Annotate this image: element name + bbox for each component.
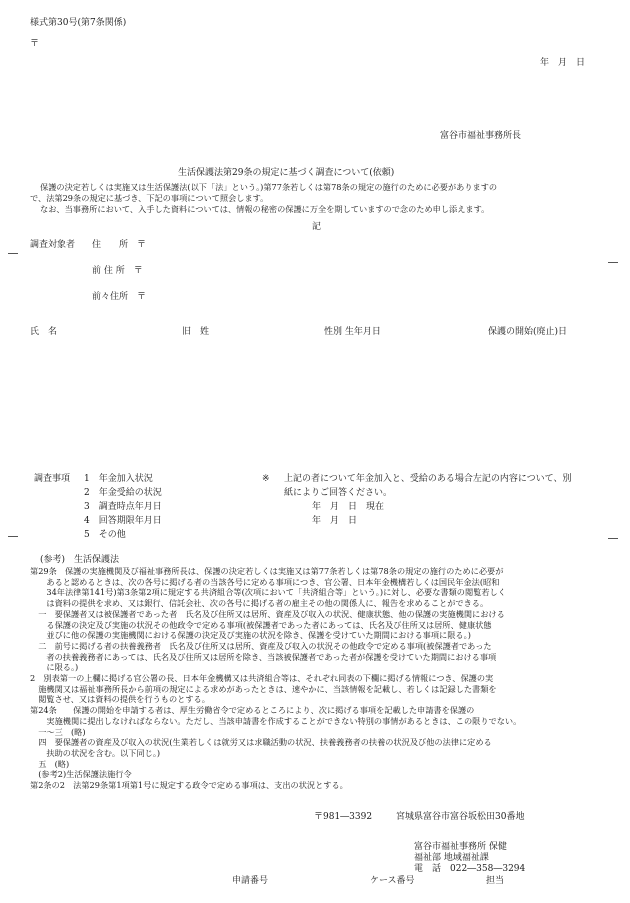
note-line-2: 紙によりご回答ください。 xyxy=(284,488,393,498)
ki-heading: 記 xyxy=(312,222,322,232)
margin-tick-right-1 xyxy=(608,262,618,263)
doc-title: 生活保護法第29条の規定に基づく調査について(依頼) xyxy=(178,168,395,178)
intro-line-1: 保護の決定若しくは実施又は生活保護法(以下「法」という。)第77条若しくは第78条の規定の施行のために必要がありますの xyxy=(40,182,498,192)
note-line-1: 上記の者について年金加入と、受給のある場合左記の内容について、別 xyxy=(284,474,572,484)
reference-line: に限る。) xyxy=(30,662,79,673)
survey-item-2: 2 年金受給の状況 xyxy=(84,488,162,498)
col-protection-start: 保護の開始(廃止)日 xyxy=(488,327,568,337)
reference-line: 五 (略) xyxy=(30,758,70,769)
reference-line: 四 要保護者の資産及び収入の状況(生業若しくは就労又は求職活動の状況、扶養義務者の扶養の状況及び他の法律に定める xyxy=(30,737,492,748)
reference-line: 2 別表第一の上欄に掲げる官公署の長、日本年金機構又は共済組合等は、それぞれ同表の下欄に掲げる情報につき、保護の実 xyxy=(30,673,494,683)
subject-label: 調査対象者 xyxy=(30,240,76,250)
note-mark: ※ xyxy=(262,474,270,484)
reference-line: 一 要保護者又は被保護者であった者 氏名及び住所又は居所、資産及び収入の状況、健康状態、他の保護の実施機関における xyxy=(30,608,505,619)
footer-application-no: 申請番号 xyxy=(232,876,269,886)
reference-line: 実施機関に提出しなければならない。ただし、当該申請書を作成することができない特別の事情があるときは、この限りでない。 xyxy=(30,715,522,726)
survey-label: 調査事項 xyxy=(34,474,71,484)
subject-address: 住 所 〒 xyxy=(92,240,147,250)
survey-item-4: 4 回答期限年月日 xyxy=(84,516,162,526)
reference-line: 第2条の2 法第29条第1項第1号に規定する政令で定める事項は、支出の状況とする。 xyxy=(30,780,348,790)
reference-line: (参考2)生活保護法施行令 xyxy=(30,769,132,780)
subject-prev-prev-address: 前々住所 〒 xyxy=(92,292,147,302)
office-name-1: 富谷市福祉事務所 保健 xyxy=(414,842,507,852)
form-number: 様式第30号(第7条関係) xyxy=(30,18,127,28)
reference-line: 扶助の状況を含む。以下同じ。) xyxy=(30,747,161,758)
office-tel: 電 話 022―358―3294 xyxy=(414,864,526,874)
survey-item-3: 3 調査時点年月日 xyxy=(84,502,162,512)
sender: 富谷市福祉事務所長 xyxy=(440,131,522,141)
margin-tick-right-2 xyxy=(608,538,618,539)
office-address: 宮城県富谷市富谷坂松田30番地 xyxy=(396,812,525,822)
reference-line: 並びに他の保護の実施機関における保護の決定及び実施の状況を除き、保護を受けていた期間における事項に限る。) xyxy=(30,630,471,641)
col-name: 氏 名 xyxy=(30,327,58,337)
col-old-name: 旧 姓 xyxy=(182,327,210,337)
survey-item-1: 1 年金加入状況 xyxy=(84,474,153,484)
intro-line-3: なお、当事務所において、入手した資料については、情報の秘密の保護に万全を期していますので念のため申し添えます。 xyxy=(40,204,490,214)
survey-date-3: 年 月 日 現在 xyxy=(312,502,385,512)
survey-item-5: 5 その他 xyxy=(84,530,126,540)
postal-mark: 〒 xyxy=(30,39,40,49)
subject-prev-address: 前 住 所 〒 xyxy=(92,266,143,276)
reference-line: 一～三 (略) xyxy=(30,726,86,737)
reference-line: 者の扶養義務者にあっては、氏名及び住所又は居所を除き、当該被保護者であった者が保護を受けていた期間における事項 xyxy=(30,651,497,662)
survey-date-4: 年 月 日 xyxy=(312,516,358,526)
reference-line: 閲覧させ、又は資料の提供を行うものとする。 xyxy=(30,694,210,705)
reference-line: あると認めるときは、次の各号に掲げる者の当該各号に定める事項につき、官公署、日本年金機構若しくは国民年金法(昭和 xyxy=(30,576,500,587)
margin-tick-left-2 xyxy=(8,536,18,537)
reference-heading: (参考) 生活保護法 xyxy=(40,555,120,565)
footer-staff: 担当 xyxy=(486,876,505,886)
reference-line: 二 前号に掲げる者の扶養義務者 氏名及び住所又は居所、資産及び収入の状況その他政令で定める事項(被保護者であった xyxy=(30,640,492,651)
date-line: 年 月 日 xyxy=(540,58,586,68)
office-postal: 〒981―3392 xyxy=(314,812,373,822)
col-sex-dob: 性別 生年月日 xyxy=(324,327,381,337)
intro-line-2: で、法第29条の規定に基づき、下記の事項について照会します。 xyxy=(30,193,269,203)
reference-line: 第29条 保護の実施機関及び福祉事務所長は、保護の決定若しくは実施又は第77条若しくは第78条の規定の施行のために必要が xyxy=(30,566,504,576)
footer-case-no: ケース番号 xyxy=(370,876,415,886)
reference-line: 施機関又は福祉事務所長から前項の規定による求めがあったときは、速やかに、当該情報を記載し、若しくは記録した書類を xyxy=(30,683,497,694)
reference-line: は資料の提供を求め、又は銀行、信託会社、次の各号に掲げる者の雇主その他の関係人に、報告を求めることができる。 xyxy=(30,598,489,609)
margin-tick-left-1 xyxy=(8,253,18,254)
reference-line: る保護の決定及び実施の状況その他政令で定める事項(被保護者であった者にあっては、氏名及び住所又は居所、健康状態 xyxy=(30,619,492,630)
reference-line: 第24条 保護の開始を申請する者は、厚生労働省令で定めるところにより、次に掲げる事項を記載した申請書を保護の xyxy=(30,705,475,716)
office-name-2: 福祉部 地域福祉課 xyxy=(414,853,489,863)
reference-line: 34年法律第141号)第3条第2項に規定する共済組合等(次項において「共済組合等」という。)に対し、必要な書類の閲覧若しく xyxy=(30,587,506,598)
